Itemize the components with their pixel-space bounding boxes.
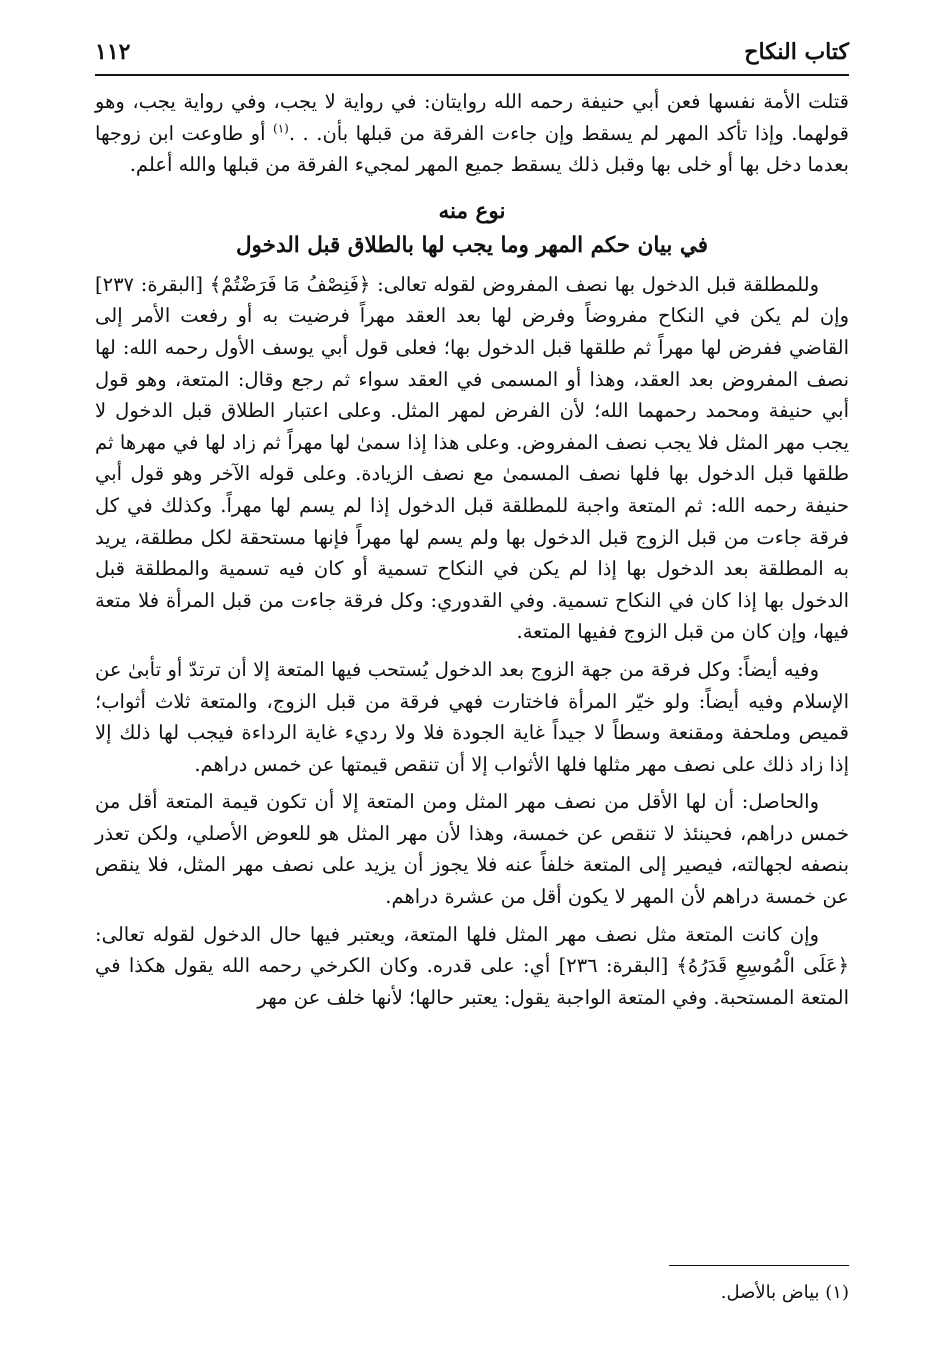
footnote-reference[interactable]: (١) [273,121,289,136]
paragraph-1: قتلت الأمة نفسها فعن أبي حنيفة رحمه الله روايتان: في رواية لا يجب، وفي رواية يجب، وهو قولهما. وإذا تأكد المهر لم يسقط وإن جاءت الفرقة من قبلها بأن. . .$^{(١)}$ أو طاوعت ابن زوجها بعدما دخل بها أو خلى بها وقبل ذلك يسقط جميع المهر لمجيء الفرقة من قبلها والله أعلم. [95,90,850,177]
section-heading: نوع منه [438,198,506,224]
main-text [95,86,849,1019]
header-divider [95,74,849,76]
book-title: كتاب النكاح [744,39,849,65]
paragraph-2: وللمطلقة قبل الدخول بها نصف المفروض لقوله تعالى: ﴿فَنِصْفُ مَا فَرَضْتُمْ﴾ [البقرة: ٢٣٧] وإن لم يكن في النكاح مفروضاً وفرض لها بعد العقد مهراً فرضيت به أو رفعت الأمر إلى القاضي ففرض لها مهراً ثم طلقها قبل الدخول بها؛ فعلى قول أبي يوسف الأول رحمه الله: لها نصف المفروض بعد العقد، وهذا أو المسمى في العقد سواء ثم رجع وقال: المتعة، وهو قول أبي حنيفة ومحمد رحمهما الله؛ لأن الفرض لمهر المثل. وعلى اعتبار الطلاق قبل الدخول لا يجب مهر المثل فلا يجب نصف المفروض. وعلى هذا إذا سمىٰ لها مهراً ثم زاد لها في مهرها ثم طلقها قبل الدخول بها فلها نصف المسمىٰ مع نصف الزيادة. وعلى قوله الآخر وهو قول أبي حنيفة رحمه الله: ثم المتعة واجبة للمطلقة قبل الدخول إذا لم يسم لها مهراً. وكذلك في كل فرقة جاءت من قبل الزوج قبل الدخول بها ولم يسم لها مهراً فإنها مستحقة لكل مطلقة، يريد به المطلقة بعد الدخول بها إذا لم يكن في النكاح تسمية أو كان فيه تسمية والمطلقة قبل الدخول بها إذا كان في النكاح تسمية. وفي القدوري: وكل فرقة جاءت من قبل المرأة فلا متعة فيها، وإن كان من قبل الزوج ففيها المتعة. [95,272,849,644]
footnote: (١) بياض بالأصل. [720,1282,849,1303]
running-header [95,34,849,70]
section-subheading: في بيان حكم المهر وما يجب لها بالطلاق قبل الدخول [235,232,709,258]
paragraph-3: وفيه أيضاً: وكل فرقة من جهة الزوج بعد الدخول يُستحب فيها المتعة إلا أن ترتدّ أو تأبىٰ عن الإسلام وفيه أيضاً: ولو خيّر المرأة فاختارت فهي فرقة من قبل الزوج، والمتعة ثلاث أثواب؛ قميص وملحفة ومقنعة وسطاً لا جيداً غاية الجودة فلا ولا رديء غاية الرداءة فيجب لها ذلك إلا إذا زاد ذلك على نصف مهر مثلها فلها الأثواب إلا أن تنقص قيمتها عن خمس دراهم. [95,657,849,776]
paragraph-5: وإن كانت المتعة مثل نصف مهر المثل فلها المتعة، ويعتبر فيها حال الدخول لقوله تعالى: ﴿عَلَى الْمُوسِعِ قَدَرُهُ﴾ [البقرة: ٢٣٦] أي: على قدره. وكان الكرخي رحمه الله يقول هكذا في المتعة المستحبة. وفي المتعة الواجبة يقول: يعتبر حالها؛ لأنها خلف عن مهر [95,922,850,1009]
paragraph-4: والحاصل: أن لها الأقل من نصف مهر المثل ومن المتعة إلا أن تكون قيمة المتعة أقل من خمس دراهم، فحينئذ لا تنقص عن خمسة، وهذا لأن مهر المثل هو للعوض الأصلي، ولكن تعذر بنصفه لجهالته، فيصير إلى المتعة خلفاً عنه فلا يجوز أن يزيد على نصف مهر المثل، فلا ينقص عن خمسة دراهم لأن المهر لا يكون أقل من عشرة دراهم. [95,790,849,909]
page-number: ١١٢ [95,39,131,65]
footnote-divider [669,1265,849,1266]
